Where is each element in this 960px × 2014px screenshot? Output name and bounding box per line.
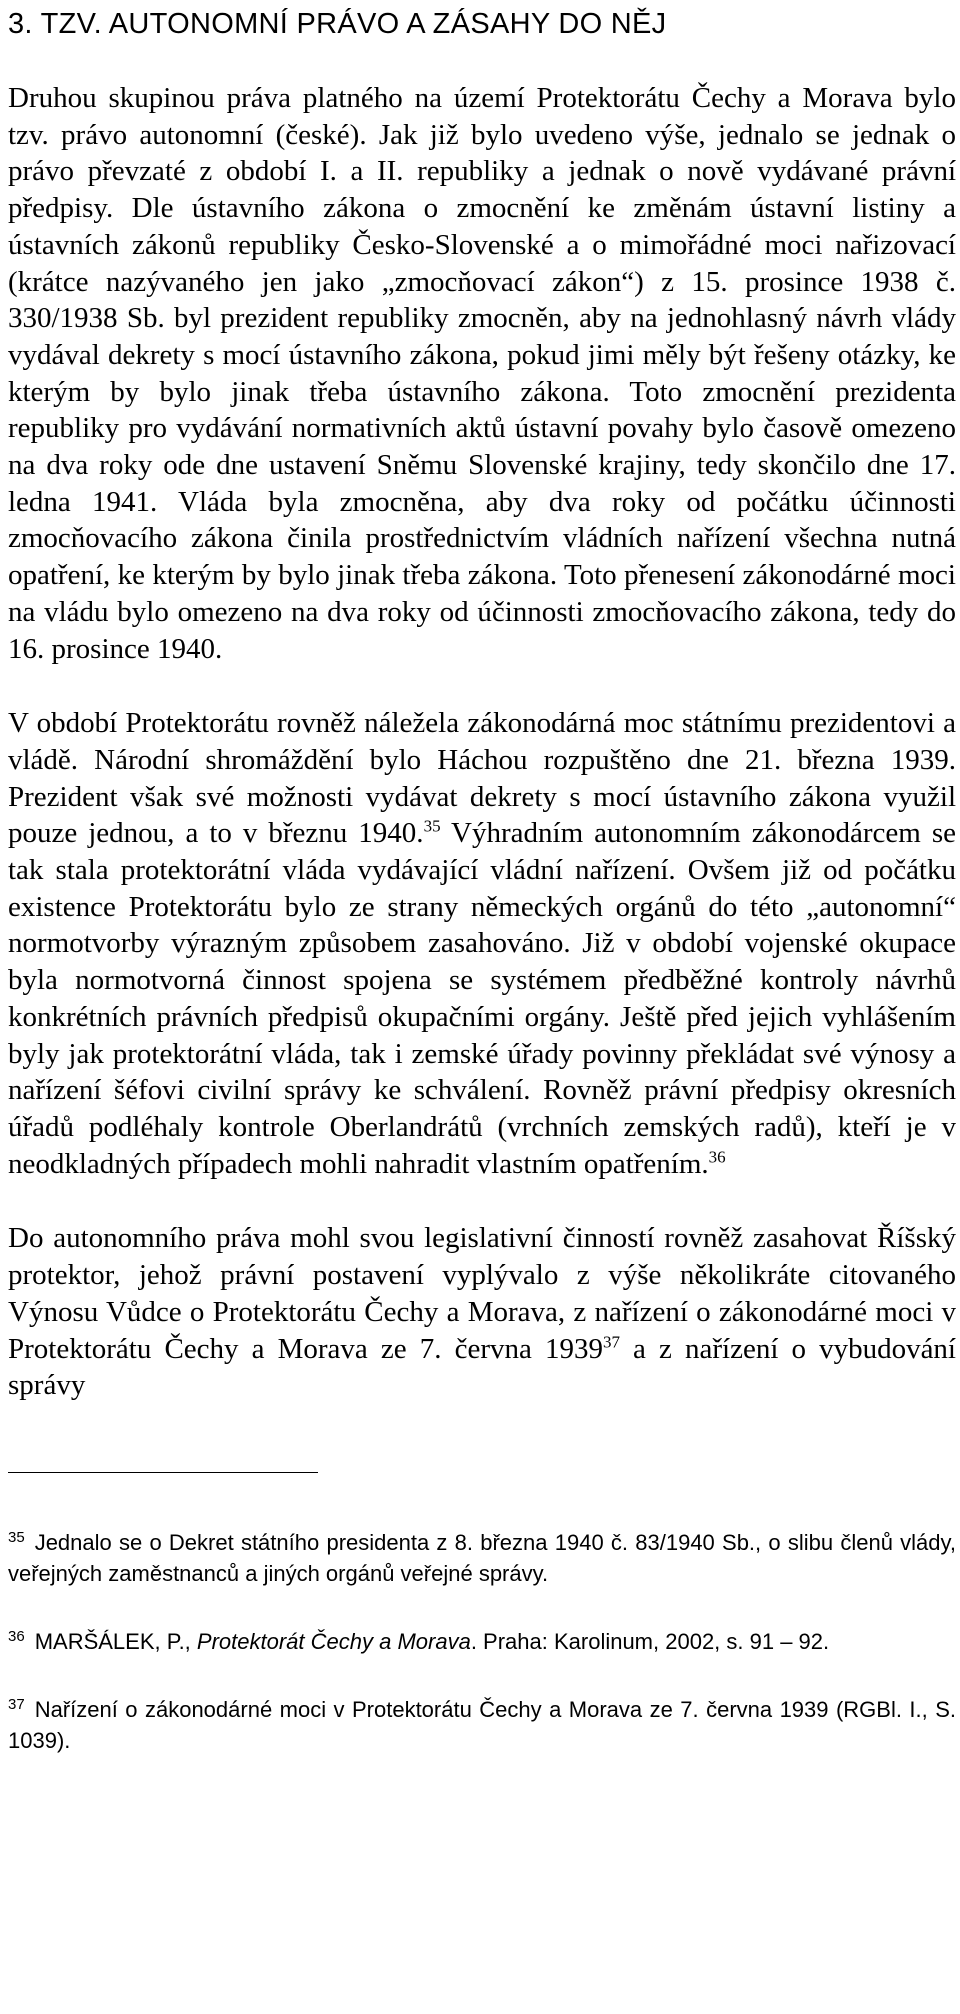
document-page: [8, 0, 956, 1756]
citation-author: MARŠÁLEK, P.,: [34, 1628, 197, 1654]
paragraph-text: Do autonomního práva mohl svou legislativní činností rovněž zasahovat Říšský protektor, jehož právní postavení vyplývalo z výše několikráte citovaného Výnosu Vůdce o Protektorátu Čechy a Morava, z nařízení o zákonodárné moci v Protektorátu Čechy a Morava ze 7. června 1939: [8, 1222, 956, 1365]
citation-details: . Praha: Karolinum, 2002, s. 91 – 92.: [470, 1628, 830, 1654]
footnote-37: [8, 1694, 956, 1756]
footnote-text: Nařízení o zákonodárné moci v Protektorátu Čechy a Morava ze 7. června 1939 (RGBl. I., S. 1039).: [8, 1696, 956, 1753]
footnote-reference-37[interactable]: 37: [602, 1331, 620, 1351]
footnote-separator: [8, 1472, 318, 1473]
footnote-reference-35[interactable]: 35: [423, 816, 441, 836]
paragraph-autonomous-law: Druhou skupinou práva platného na území Protektorátu Čechy a Morava bylo tzv. právo autonomní (české). Jak již bylo uvedeno výše, jednalo se jednak o právo převzaté z období I. a II. republiky a jednak o nově vydávané právní předpisy. Dle ústavního zákona o zmocnění ke změnám ústavní listiny a ústavních zákonů republiky Česko-Slovenské a o mimořádné moci nařizovací (krátce nazývaného jen jako „zmocňovací zákon“) z 15. prosince 1938 č. 330/1938 Sb. byl prezident republiky zmocněn, aby na jednohlasný návrh vlády vydával dekrety s mocí ústavního zákona, pokud jimi měly být řešeny otázky, ke kterým by bylo jinak třeba ústavního zákona. Toto zmocnění prezidenta republiky pro vydávání normativních aktů ústavní povahy bylo časově omezeno na dva roky ode dne ustavení Sněmu Slovenské krajiny, tedy skončilo dne 17. ledna 1941. Vláda byla zmocněna, aby dva roky od počátku účinnosti zmocňovacího zákona činila prostřednictvím vládních nařízení všechna nutná opatření, ke kterým by bylo jinak třeba zákona. Toto přenesení zákonodárné moci na vládu bylo omezeno na dva roky od účinnosti zmocňovacího zákona, tedy do 16. prosince 1940.: [8, 82, 956, 665]
footnote-number: 36: [8, 1627, 25, 1645]
paragraph-text: a z nařízení o vybudování správy: [8, 1332, 956, 1402]
paragraph-protectorate-legislation: [8, 705, 956, 1182]
footnote-36: [8, 1626, 956, 1657]
footnote-text: Jednalo se o Dekret státního presidenta z 8. března 1940 č. 83/1940 Sb., o slibu členů vlády, veřejných zaměstnanců a jiných orgánů veřejné správy.: [8, 1529, 956, 1586]
paragraph-text: V období Protektorátu rovněž náležela zákonodárná moc státnímu prezidentovi a vládě. Národní shromáždění bylo Háchou rozpuštěno dne 21. března 1939. Prezident však své možnosti vydávat dekrety s mocí ústavního zákona využil pouze jednou, a to v březnu 1940.: [8, 707, 956, 850]
paragraph-reich-protector: [8, 1220, 956, 1404]
footnote-number: 35: [8, 1528, 25, 1546]
citation-title: Protektorát Čechy a Morava: [196, 1628, 471, 1654]
footnote-reference-36[interactable]: 36: [708, 1147, 726, 1167]
footnote-35: [8, 1527, 956, 1589]
footnotes: [8, 1527, 956, 1756]
paragraph-text: Výhradním autonomním zákonodárcem se tak stala protektorátní vláda vydávající vládní nařízení. Ovšem již od počátku existence Protektorátu bylo ze strany německých orgánů do této „autonomní“ normotvorby výrazným způsobem zasahováno. Již v období vojenské okupace byla normotvorná činnost spojena se systémem předběžné kontroly návrhů konkrétních právních předpisů okupačními orgány. Ještě před jejich vyhlášením byly jak protektorátní vláda, tak i zemské úřady povinny překládat své výnosy a nařízení šéfovi civilní správy ke schválení. Rovněž právní předpisy okresních úřadů podléhaly kontrole Oberlandrátů (vrchních zemských radů), kteří je v neodkladných případech mohli nahradit vlastním opatřením.: [8, 817, 956, 1180]
section-heading: 3. TZV. AUTONOMNÍ PRÁVO A ZÁSAHY DO NĚJ: [8, 8, 667, 40]
footnote-number: 37: [8, 1695, 25, 1713]
footnote-text: [35, 1629, 829, 1654]
